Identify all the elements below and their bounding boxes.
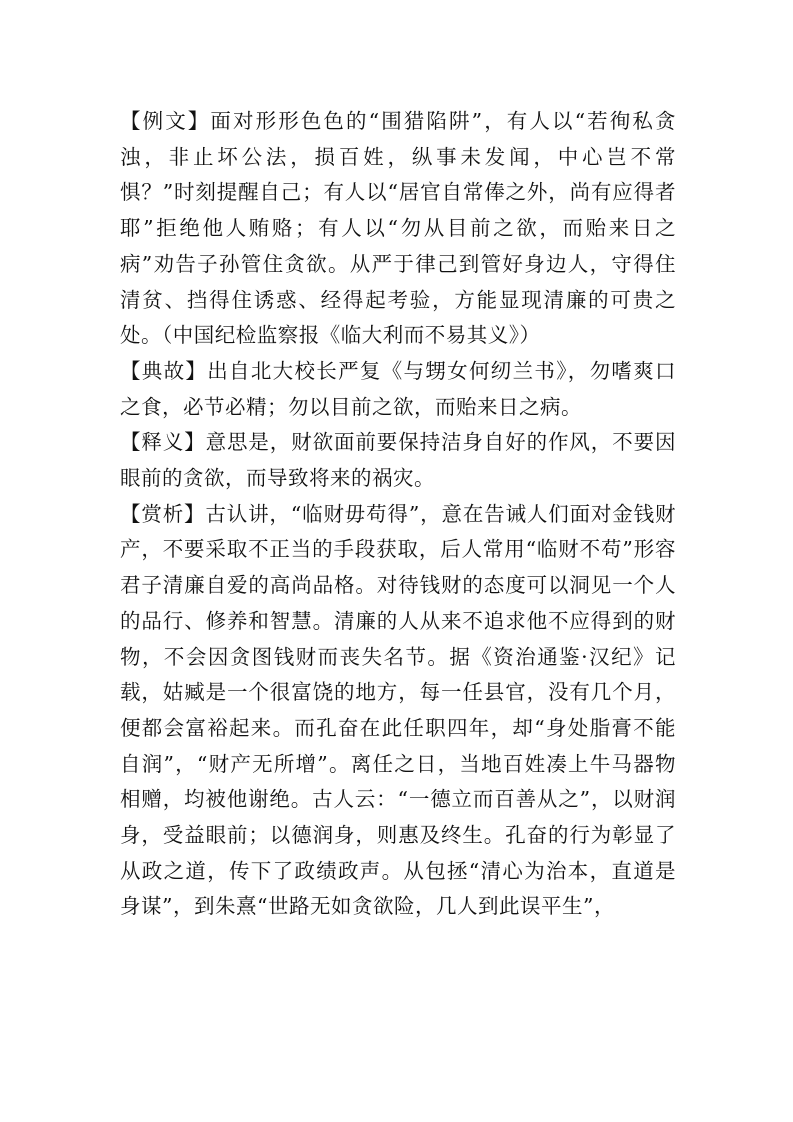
document-body [120,104,676,925]
paragraph-meaning: 【释义】意思是，财欲面前要保持洁身自好的作风，不要因眼前的贪欲，而导致将来的祸灾。 [120,430,676,491]
paragraph-example: 【例文】面对形形色色的“围猎陷阱”，有人以“若徇私贪浊，非止坏公法，损百姓，纵事未发闻，中心岂不常惧？”时刻提醒自己；有人以“居官自常俸之外，尚有应得者耶”拒绝他人贿赂；有人以“勿从目前之欲，而贻来日之病”劝告子孙管住贪欲。从严于律己到管好身边人，守得住清贫、挡得住诱惑、经得起考验，方能显现清廉的可贵之处。（中国纪检监察报《临大利而不易其义》） [120,109,676,348]
paragraph-appreciation: 【赏析】古认讲，“临财毋苟得”，意在告诫人们面对金钱财产，不要采取不正当的手段获取，后人常用“临财不苟”形容君子清廉自爱的高尚品格。对待钱财的态度可以洞见一个人的品行、修养和智慧。清廉的人从来不追求他不应得到的财物，不会因贪图钱财而丧失名节。据《资治通鉴·汉纪》记载，姑臧是一个很富饶的地方，每一任县官，没有几个月，便都会富裕起来。而孔奋在此任职四年，却“身处脂膏不能自润”，“财产无所增”。离任之日，当地百姓凑上牛马器物相赠，均被他谢绝。古人云：“一德立而百善从之”，以财润身，受益眼前；以德润身，则惠及终生。孔奋的行为彰显了从政之道，传下了政绩政声。从包拯“清心为治本，直道是身谋”，到朱熹“世路无如贪欲险，几人到此误平生”， [120,501,676,919]
paragraph-allusion: 【典故】出自北大校长严复《与甥女何纫兰书》，勿嗜爽口之食，必节必精；勿以目前之欲，而贻来日之病。 [120,358,676,419]
